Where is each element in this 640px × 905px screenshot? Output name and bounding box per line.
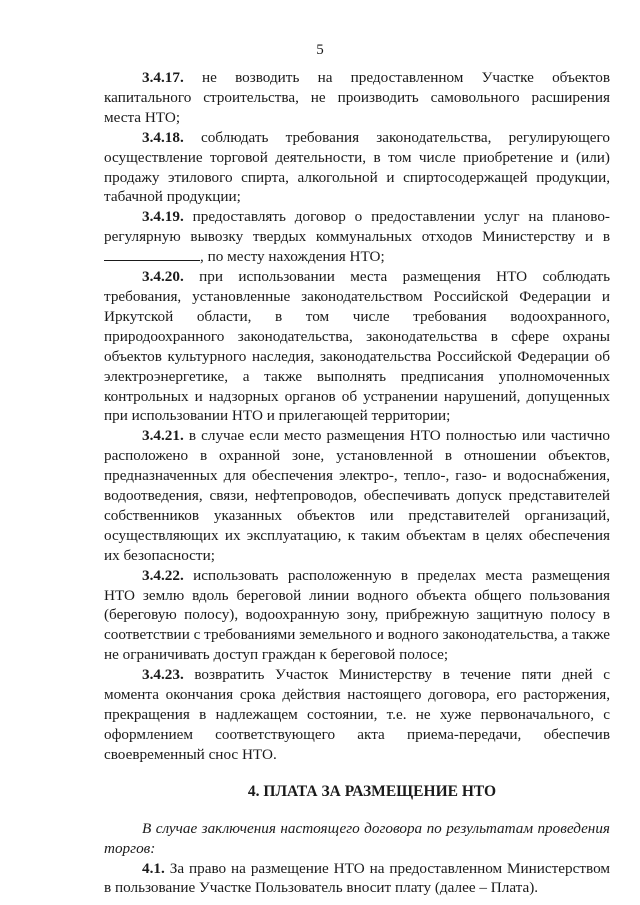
clause-4-1 bbox=[104, 859, 610, 899]
clause-number: 3.4.19. bbox=[142, 208, 184, 226]
blank-line bbox=[104, 248, 200, 261]
clause-text: За право на размещение НТО на предоставленном Министерством в пользование Участке Пользователь вносит плату (далее – Плата). bbox=[104, 859, 610, 897]
clause-3-4-22 bbox=[104, 566, 610, 666]
clause-text: при использовании места размещения НТО соблюдать требования, установленные законодательством Российской Федерации и Иркутской области, в том числе требования водоохранного, природоохранного законодательства, законодательства в сфере охраны объектов культурного наследия, законодательства Российской Федерации об электроэнергетике, а также выполнять предписания уполномоченных контрольных и надзорных органов об устранении нарушений, допущенных при использовании НТО и прилегающей территории; bbox=[104, 268, 610, 425]
clause-text: предоставлять договор о предоставлении услуг на планово-регулярную вывозку твердых коммунальных отходов Министерству и в bbox=[104, 208, 610, 246]
clause-3-4-20 bbox=[104, 267, 610, 426]
document-body bbox=[104, 68, 610, 898]
clause-number: 3.4.17. bbox=[142, 69, 184, 86]
clause-number: 3.4.21. bbox=[142, 427, 184, 445]
clause-text: использовать расположенную в пределах места размещения НТО землю вдоль береговой линии водного объекта общего пользования (береговую полосу), водоохранную зону, прибрежную защитную полосу в соответствии с требованиями земельного и водного законодательства, а также не ограничивать доступ граждан к береговой полосе; bbox=[104, 566, 610, 664]
clause-3-4-19 bbox=[104, 207, 610, 267]
clause-text: не возводить на предоставленном Участке объектов капитального строительства, не производить самовольного расширения места НТО; bbox=[104, 69, 610, 126]
section-note: В случае заключения настоящего договора по результатам проведения торгов: bbox=[104, 819, 610, 857]
clause-text: в случае если место размещения НТО полностью или частично расположено в охранной зоне, установленной в отношении объектов, предназначенных для обеспечения электро-, тепло-, газо- и водоснабжения, водоотведения, связи, нефтепроводов, обеспечивать допуск представителей собственников указанных объектов или представителей организаций, осуществляющих их эксплуатацию, к таким объектам в целях обеспечения их безопасности; bbox=[104, 427, 610, 564]
clause-number: 3.4.20. bbox=[142, 268, 184, 286]
page-number: 5 bbox=[316, 42, 324, 58]
clause-number: 3.4.22. bbox=[142, 566, 184, 584]
clause-text-tail: , по месту нахождения НТО; bbox=[200, 248, 385, 266]
clause-text: возвратить Участок Министерству в течение пяти дней с момента окончания срока действия настоящего договора, его расторжения, прекращения в надлежащем состоянии, т.е. не хуже первоначального, с оформлением соответствующего акта приема-передачи, обеспечив своевременный снос НТО. bbox=[104, 666, 610, 763]
clause-number: 3.4.23. bbox=[142, 666, 184, 684]
section-heading: 4. ПЛАТА ЗА РАЗМЕЩЕНИЕ НТО bbox=[247, 782, 497, 800]
clause-text: соблюдать требования законодательства, регулирующего осуществление торговой деятельности, в том числе приобретение и (или) продажу этилового спирта, алкогольной и спиртосодержащей продукции, табачной продукции; bbox=[104, 128, 610, 206]
clause-3-4-18 bbox=[104, 128, 610, 208]
clause-3-4-17 bbox=[104, 68, 610, 128]
clause-3-4-21 bbox=[104, 426, 610, 565]
clause-number: 4.1. bbox=[142, 859, 165, 877]
clause-number: 3.4.18. bbox=[142, 128, 184, 146]
clause-3-4-23 bbox=[104, 665, 610, 765]
